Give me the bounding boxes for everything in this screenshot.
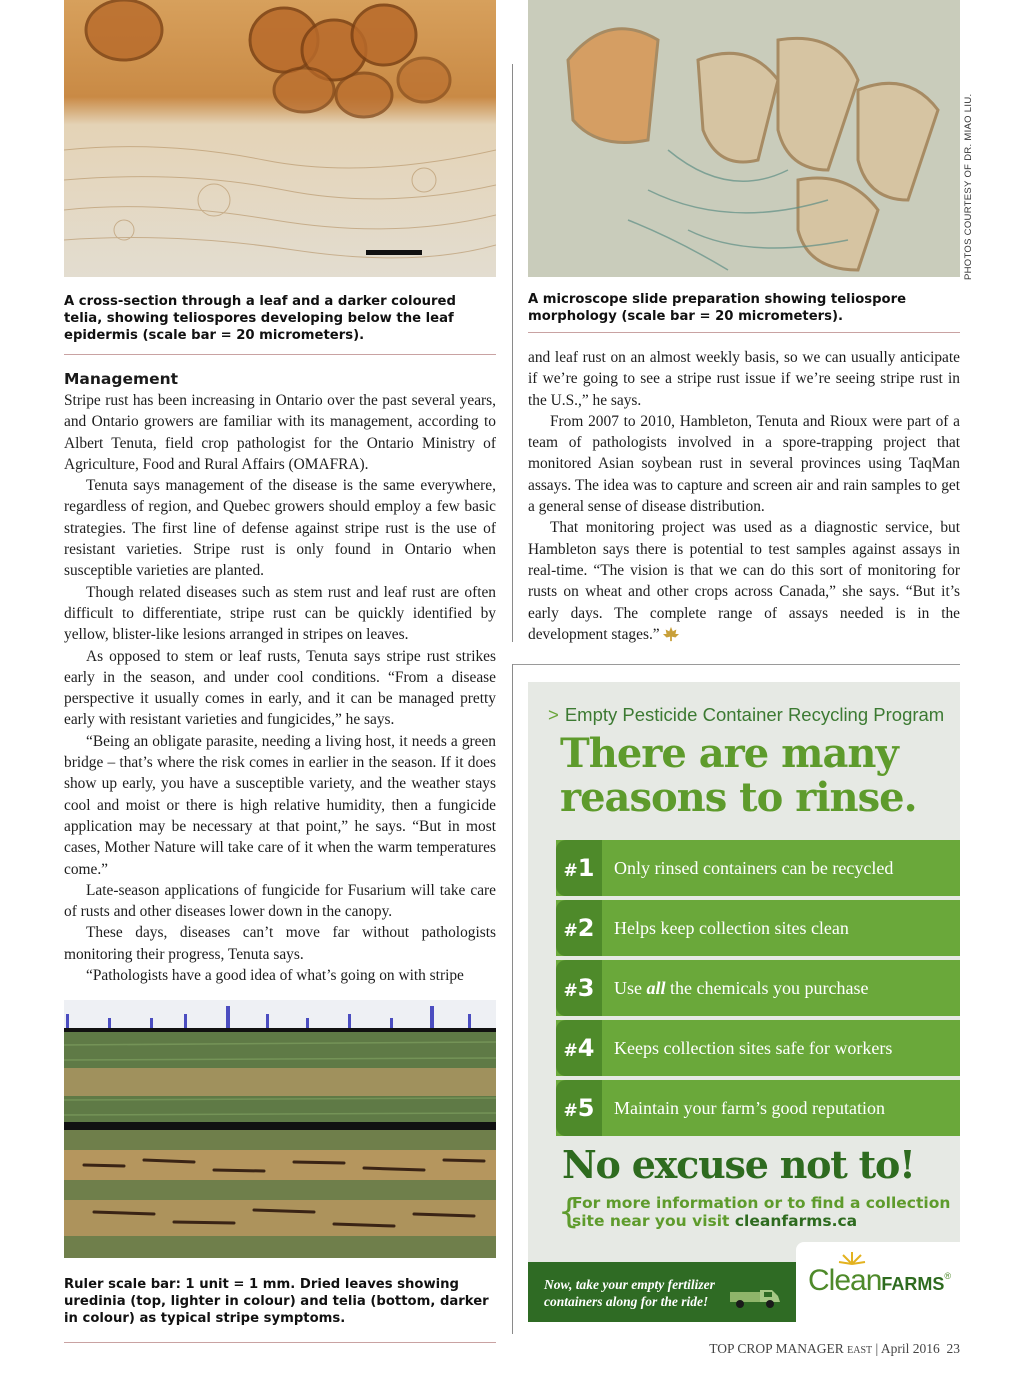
reason-2 bbox=[556, 900, 960, 956]
ad-divider-side bbox=[512, 664, 513, 1334]
reason-4 bbox=[556, 1020, 960, 1076]
brace-decoration: { bbox=[558, 1192, 580, 1232]
reason-number: #1 bbox=[556, 840, 602, 896]
photo-credit bbox=[963, 93, 977, 280]
footer-separator: | bbox=[875, 1341, 879, 1356]
paragraph: Late-season applications of fungicide for Fusarium will take care of rusts and other diseases lower down in the canopy. bbox=[64, 881, 496, 921]
ad-divider-top bbox=[512, 664, 960, 665]
cleanfarms-ad[interactable] bbox=[528, 682, 960, 1322]
article-left-column bbox=[64, 368, 496, 986]
ad-excuse-slogan: No excuse not to! bbox=[562, 1142, 915, 1187]
reason-text: Maintain your farm’s good reputation bbox=[614, 1098, 885, 1118]
teliospore-section-photo bbox=[64, 0, 496, 277]
paragraph: and leaf rust on an almost weekly basis, so we can usually anticipate if we’re going to see a stripe rust issue if we’re seeing stripe rust in the U.S.,” he says. bbox=[528, 349, 960, 409]
paragraph: As opposed to stem or leaf rusts, Tenuta says stripe rust strikes early in the season, and under cool conditions. “From a disease perspective it usually comes in early, and it can be managed pretty early with resistant varieties and fungicides,” he says. bbox=[64, 647, 496, 729]
ad-kicker-arrow: > bbox=[548, 704, 559, 725]
microscope-slide-icon bbox=[528, 0, 960, 277]
ad-kicker bbox=[548, 704, 944, 726]
paragraph bbox=[528, 517, 960, 645]
caption-slide-preparation: A microscope slide preparation showing teliospore morphology (scale bar = 20 micrometers). bbox=[528, 292, 907, 324]
ad-headline: There are many reasons to rinse. bbox=[560, 730, 917, 821]
publication-name: TOP CROP MANAGER bbox=[709, 1341, 844, 1356]
microscope-photo-icon bbox=[64, 0, 496, 277]
reason-number: #5 bbox=[556, 1080, 602, 1136]
paragraph: Stripe rust has been increasing in Ontario over the past several years, and Ontario growers are familiar with its management, according to Albert Tenuta, field crop pathologist for the Ontario Ministry of Agriculture, Food and Rural Affairs (OMAFRA). bbox=[64, 392, 496, 473]
paragraph-text: That monitoring project was used as a diagnostic service, but Hambleton says there is potential to test samples against assays in real-time. “The vision is that we can do this sort of monitoring for rusts on wheat and other crops across Canada,” she says. “But it’s early days. The complete range of assays needed is in the development stages.” bbox=[528, 519, 960, 643]
leaves-ruler-icon bbox=[64, 1000, 496, 1258]
paragraph: Tenuta says management of the disease is the same everywhere, regardless of region, and Quebec growers should employ a few basic strategies. The first line of defense against stripe rust is the use of resistant varieties. Stripe rust is only found in Ontario when susceptible varieties are planted. bbox=[64, 477, 496, 580]
paragraph: “Pathologists have a good idea of what’s going on with stripe bbox=[86, 967, 464, 985]
cleanfarms-link[interactable]: cleanfarms.ca bbox=[734, 1212, 858, 1230]
ad-info: For more information or to find a collection site near you visit cleanfarms.ca bbox=[572, 1194, 951, 1230]
paragraph: These days, diseases can’t move far without pathologists monitoring their progress, Tenuta says. bbox=[64, 924, 496, 963]
reason-text: Use all the chemicals you purchase bbox=[614, 978, 869, 998]
caption-leaves: Ruler scale bar: 1 unit = 1 mm. Dried leaves showing uredinia (top, lighter in colour) and telia (bottom, darker in colour) as typical stripe symptoms. bbox=[64, 1277, 489, 1326]
page-number: 23 bbox=[946, 1341, 960, 1356]
paragraph: “Being an obligate parasite, needing a living host, it needs a green bridge – that’s where the risk comes in earlier in the season. If it does show up early, you have a susceptible variety, and the weather stays cool and moist or there is high relative humidity, then a fungicide application may be necessary at that point,” he says. “But in most cases, Mother Nature will take care of it when the warm temperatures come.” bbox=[64, 732, 496, 878]
reason-number: #4 bbox=[556, 1020, 602, 1076]
reason-1 bbox=[556, 840, 960, 896]
section-heading: Management bbox=[64, 370, 179, 388]
caption-divider-left bbox=[64, 354, 496, 355]
reason-number: #3 bbox=[556, 960, 602, 1016]
photo-credit-text: PHOTOS COURTESY OF DR. MIAO LIU. bbox=[963, 93, 974, 280]
maple-leaf-icon bbox=[662, 626, 680, 642]
reason-number: #2 bbox=[556, 900, 602, 956]
reason-3 bbox=[556, 960, 960, 1016]
caption-divider-right bbox=[528, 332, 960, 333]
dried-leaves-photo bbox=[64, 1000, 496, 1258]
ad-footer-band bbox=[528, 1262, 960, 1322]
reason-text: Only rinsed containers can be recycled bbox=[614, 858, 894, 878]
reason-text: Helps keep collection sites clean bbox=[614, 918, 849, 938]
caption-divider-bottom bbox=[64, 1342, 496, 1343]
publication-edition: EAST bbox=[847, 1345, 873, 1356]
teliospore-slide-photo bbox=[528, 0, 960, 277]
page-footer bbox=[700, 1341, 960, 1357]
cleanfarms-logo bbox=[796, 1242, 960, 1322]
reason-text: Keeps collection sites safe for workers bbox=[614, 1038, 893, 1058]
paragraph: From 2007 to 2010, Hambleton, Tenuta and Rioux were part of a team of pathologists involved in a spore-trapping project that monitored Asian soybean rust in several provinces using TaqMan assays. The idea was to capture and screen air and rain samples to get a general sense of disease distribution. bbox=[528, 412, 960, 516]
ad-kicker-text: Empty Pesticide Container Recycling Program bbox=[564, 704, 945, 725]
column-divider bbox=[512, 64, 513, 642]
ad-tagline: Now, take your empty fertilizer containers along for the ride! bbox=[544, 1277, 715, 1309]
reason-5 bbox=[556, 1080, 960, 1136]
logo-wordmark: CleanFARMS® bbox=[808, 1264, 951, 1297]
caption-cross-section: A cross-section through a leaf and a darker coloured telia, showing teliospores developing below the leaf epidermis (scale bar = 20 micrometers). bbox=[64, 294, 456, 343]
article-right-column bbox=[528, 347, 960, 645]
pickup-truck-icon bbox=[726, 1284, 784, 1310]
paragraph: Though related diseases such as stem rust and leaf rust are often difficult to differentiate, stripe rust can be quickly identified by yellow, blister-like lesions arranged in stripes on leaves. bbox=[64, 583, 496, 644]
issue-date: April 2016 bbox=[880, 1341, 940, 1356]
